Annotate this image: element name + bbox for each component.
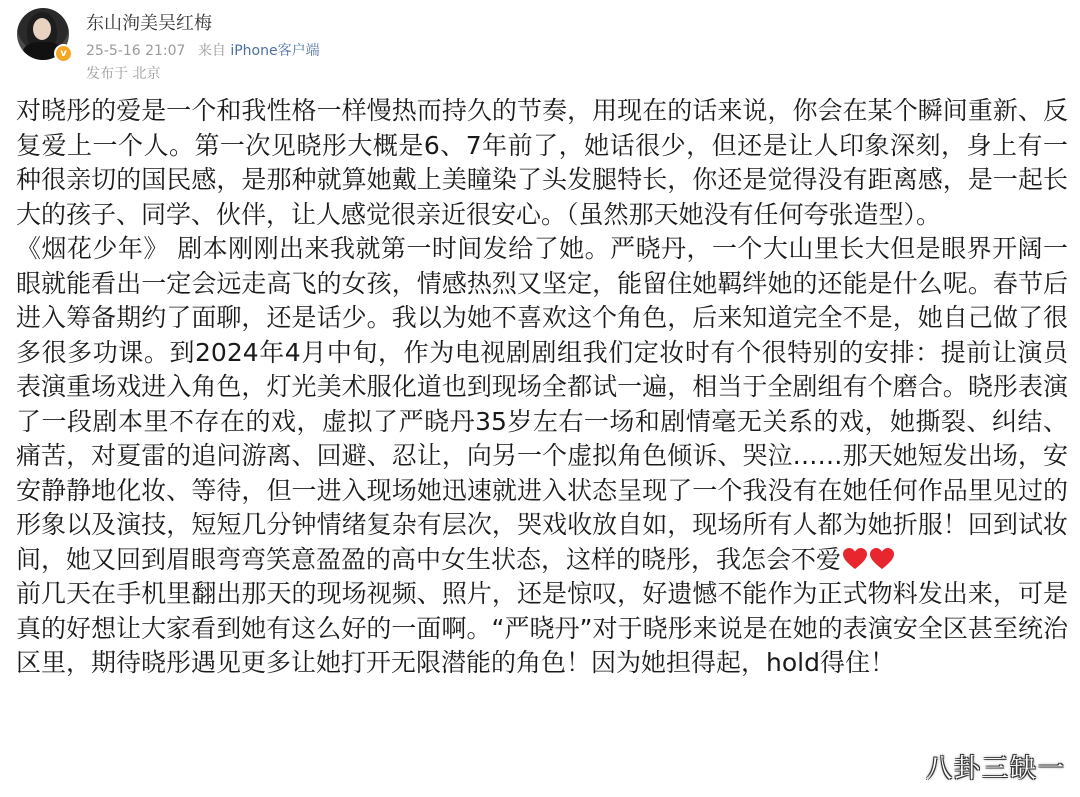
post-time: 25-5-16 21:07 (86, 43, 186, 59)
client-link[interactable]: iPhone客户端 (230, 43, 320, 59)
post-paragraph-2-text: 《烟花少年》 剧本刚刚出来我就第一时间发给了她。严晓丹，一个大山里长大但是眼界开阔一眼就能看出一定会远走高飞的女孩，情感热烈又坚定，能留住她羁绊她的还能是什么呢。春节后进入筹备期约了面聊，还是话少。我以为她不喜欢这个角色，后来知道完全不是，她自己做了很多很多功课。到2024年4月中旬，作为电视剧剧组我们定妆时有个很特别的安排：提前让演员表演重场戏进入角色，灯光美术服化道也到现场全都试一遍，相当于全剧组有个磨合。晓彤表演了一段剧本里不存在的戏，虚拟了严晓丹35岁左右一场和剧情毫无关系的戏，她撕裂、纠结、痛苦，对夏雷的追问游离、回避、忍让，向另一个虚拟角色倾诉、哭泣……那天她短发出场，安安静静地化妆、等待，但一进入现场她迅速就进入状态呈现了一个我没有在她任何作品里见过的形象以及演技，短短几分钟情绪复杂有层次，哭戏收放自如，现场所有人都为她折服！回到试妆间，她又回到眉眼弯弯笑意盈盈的高中女生状态，这样的晓彤，我怎会不爱 (16, 234, 1068, 574)
post-meta (86, 40, 320, 60)
author-name[interactable]: 东山洵美吴红梅 (86, 13, 212, 34)
red-heart-icon (869, 547, 895, 571)
post-paragraph-2 (16, 232, 1068, 577)
verified-v-badge-icon: v (54, 44, 73, 63)
red-heart-icon (842, 547, 868, 571)
source-prefix: 来自 (197, 43, 226, 59)
watermark: 八卦三缺一 (925, 754, 1066, 784)
post-location: 发布于 北京 (86, 66, 161, 82)
post-header (0, 0, 1080, 92)
post-paragraph-1: 对晓彤的爱是一个和我性格一样慢热而持久的节奏，用现在的话来说，你会在某个瞬间重新、反复爱上一个人。第一次见晓彤大概是6、7年前了，她话很少，但还是让人印象深刻，身上有一种很亲切的国民感，是那种就算她戴上美瞳染了头发腿特长，你还是觉得没有距离感，是一起长大的孩子、同学、伙伴，让人感觉很亲近很安心。（虽然那天她没有任何夸张造型）。 (16, 96, 1068, 229)
post-body (16, 94, 1068, 681)
post-paragraph-3: 前几天在手机里翻出那天的现场视频、照片，还是惊叹，好遗憾不能作为正式物料发出来，可是真的好想让大家看到她有这么好的一面啊。“严晓丹”对于晓彤来说是在她的表演安全区甚至统治区里，期待晓彤遇见更多让她打开无限潜能的角色！因为她担得起，hold得住！ (16, 579, 1068, 677)
avatar-face (33, 18, 51, 40)
